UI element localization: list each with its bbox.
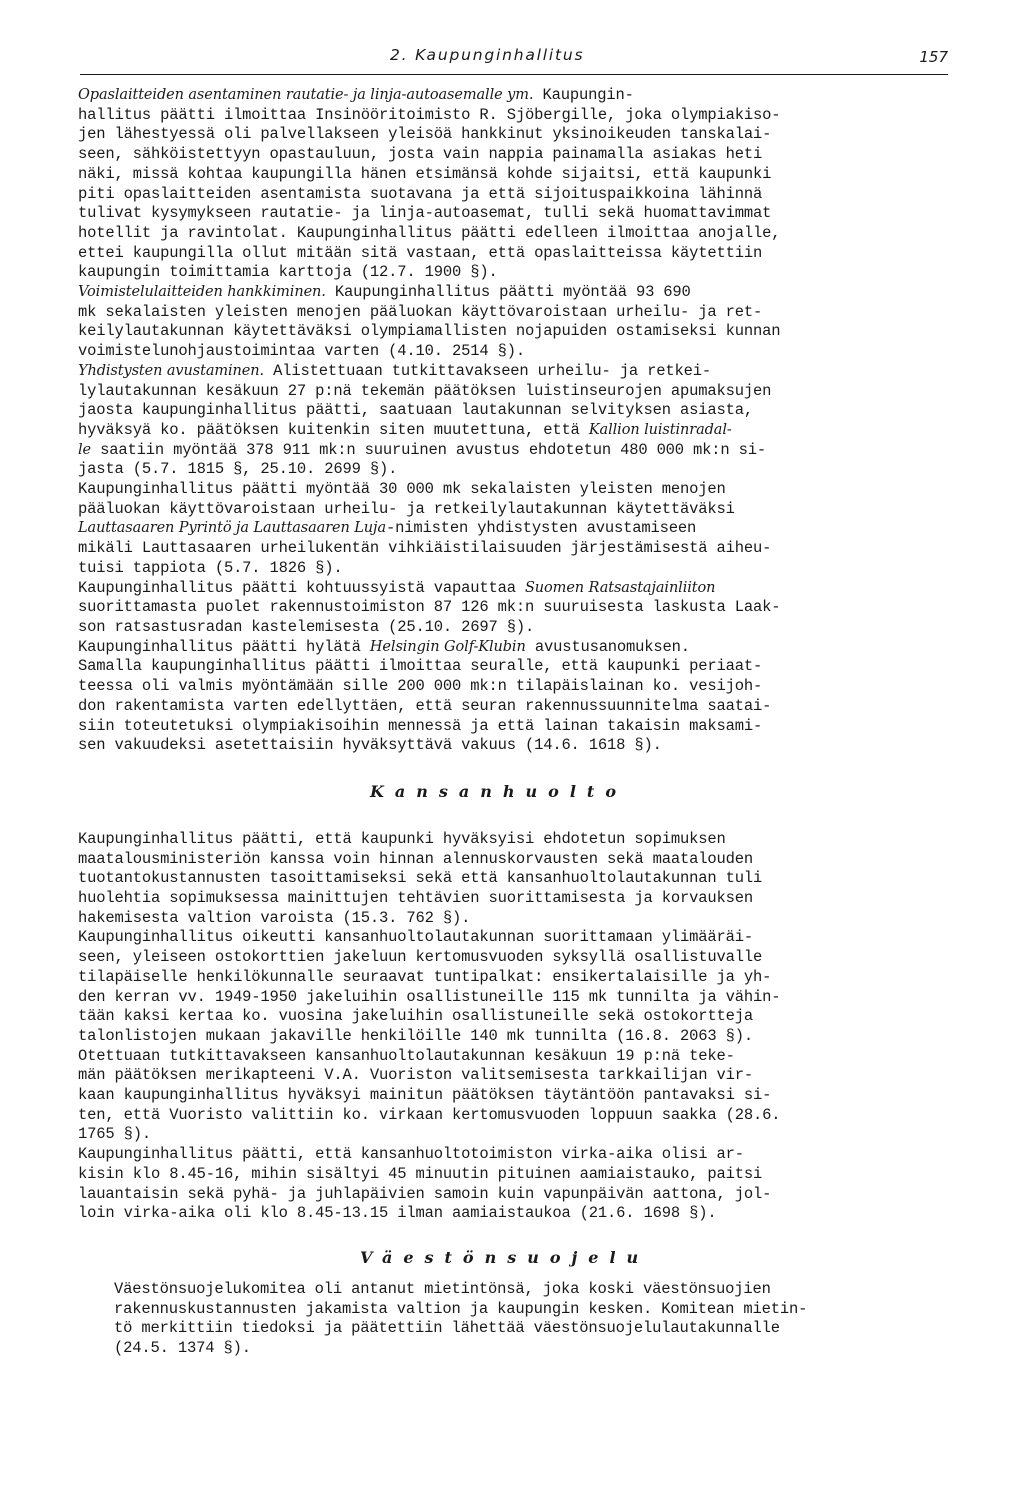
text-run: jaosta kaupunginhallitus päätti, saatuaan lautakunnan selvityksen asiasta, [78, 401, 753, 420]
text-line [78, 441, 958, 461]
paragraph-k1 [78, 830, 958, 929]
text-run: pääluokan käyttövaroistaan urheilu- ja retkeilylautakunnan käytettäväksi [78, 499, 735, 518]
text-run: tään kaksi kertaa ko. vuosina jakeluihin osallistuneille sekä ostokortteja [78, 1007, 753, 1026]
main-text-block [78, 86, 958, 756]
text-run: mikäli Lauttasaaren urheilukentän vihkiäistilaisuuden järjestämisestä aiheu- [78, 539, 772, 558]
paragraph-p1 [78, 86, 958, 283]
text-line [78, 928, 958, 948]
text-run: hallitus päätti ilmoittaa Insinööritoimisto R. Sjöbergille, joka olympiakiso- [78, 105, 781, 124]
text-line [78, 224, 958, 244]
text-line [78, 145, 958, 165]
italic-run: Opaslaitteiden asentaminen rautatie- ja linja-autoasemalle ym. [78, 87, 534, 103]
text-line [78, 342, 958, 362]
running-header [80, 32, 948, 75]
text-run: hyväksyä ko. päätöksen kuitenkin siten muutettuna, että [78, 420, 589, 439]
paragraph-p3 [78, 362, 958, 480]
paragraph-p5 [78, 579, 958, 638]
text-line [78, 889, 958, 909]
text-run: -nimisten yhdistysten avustamiseen [385, 519, 697, 538]
page-number: 157 [919, 48, 948, 66]
text-line [78, 460, 958, 480]
section-heading-vaestonsuojelu: Väestönsuojelu [360, 1247, 650, 1267]
text-line [78, 1086, 958, 1106]
text-line [78, 677, 958, 697]
italic-run: Voimistelulaitteiden hankkiminen. [78, 284, 326, 301]
vaestonsuojelu-text-block [114, 1280, 958, 1359]
text-line [78, 1204, 958, 1224]
text-run: teessa oli valmis myöntämään sille 200 000 mk:n tilapäislainan ko. vesijoh- [78, 677, 763, 696]
text-line [78, 322, 958, 342]
text-run: Väestönsuojelukomitea oli antanut mietintönsä, joka koski väestönsuojien [114, 1279, 771, 1298]
italic-run: le [78, 441, 92, 458]
italic-run: Lauttasaaren Pyrintö ja Lauttasaaren Luja [78, 520, 386, 537]
text-run: tilapäiselle henkilökunnalle seuraavat tuntipalkat: ensikertalaisille ja yh- [78, 967, 772, 986]
text-line [78, 598, 958, 618]
text-run: sen vakuudeksi asetettaisiin hyväksyttävä vakuus (14.6. 1618 §). [78, 736, 662, 755]
text-run: kaupungin toimittamia karttoja (12.7. 1900 §). [78, 263, 498, 282]
text-line [78, 1047, 958, 1067]
text-line [78, 401, 958, 421]
text-line [114, 1339, 958, 1359]
text-line [78, 244, 958, 264]
italic-run: Helsingin Golf-Klubin [369, 638, 526, 655]
text-line [78, 1106, 958, 1126]
text-run: Kaupunginhallitus päätti myöntää 93 690 [325, 283, 691, 302]
text-line [78, 1007, 958, 1027]
text-line [78, 1185, 958, 1205]
text-run: Otettuaan tutkittavakseen kansanhuoltolautakunnan kesäkuun 19 p:nä teke- [78, 1046, 735, 1065]
text-line [78, 1165, 958, 1185]
text-line [78, 948, 958, 968]
text-run: Kaupunginhallitus päätti, että kansanhuoltotoimiston virka-aika olisi ar- [78, 1145, 744, 1164]
text-run: kisin klo 8.45-16, mihin sisältyi 45 minuutin pituinen aamiaistauko, paitsi [78, 1164, 763, 1183]
paragraph-k3 [78, 1047, 958, 1146]
text-run: näki, missä kohtaa kaupungilla hänen etsimänsä kohde sijaitsi, että kaupunki [78, 164, 772, 183]
paragraph-p2 [78, 283, 958, 362]
text-line [78, 618, 958, 638]
text-line [78, 579, 958, 599]
kansanhuolto-text-block [78, 830, 958, 1224]
text-run: seen, yleiseen ostokorttien jakeluun kertomusvuoden syksyllä osallistuvalle [78, 948, 763, 967]
page-body [78, 86, 958, 1359]
text-line [78, 263, 958, 283]
text-line [78, 638, 958, 658]
text-line [78, 697, 958, 717]
text-run: tulivat kysymykseen rautatie- ja linja-autoasemat, tulli sekä huomattavimmat [78, 204, 772, 223]
text-run: Kaupunginhallitus päätti kohtuussyistä vapauttaa [78, 578, 525, 597]
text-line [78, 519, 958, 539]
text-line [78, 500, 958, 520]
text-run: ten, että Vuoristo valittiin ko. virkaan kertomusvuoden loppuun saakka (28.6. [78, 1105, 781, 1124]
text-line [78, 830, 958, 850]
paragraph-k4 [78, 1145, 958, 1224]
text-line [78, 1027, 958, 1047]
text-line [114, 1280, 958, 1300]
text-run: hakemisesta valtion varoista (15.3. 762 §). [78, 908, 471, 927]
text-run: voimistelunohjaustoimintaa varten (4.10. 2514 §). [78, 342, 525, 361]
text-line [78, 736, 958, 756]
text-line [78, 204, 958, 224]
text-run: kaan kaupunginhallitus hyväksyi mainitun päätöksen täytäntöön pantavaksi si- [78, 1086, 772, 1105]
text-line [78, 283, 958, 303]
text-line [78, 165, 958, 185]
text-run: huolehtia sopimuksessa mainittujen tehtävien suorittamisesta ja korvauksen [78, 889, 753, 908]
text-line [78, 657, 958, 677]
text-line [78, 1145, 958, 1165]
text-run: son ratsastusradan kastelemisesta (25.10. 2697 §). [78, 617, 535, 636]
text-run: Kaupungin- [533, 86, 634, 104]
text-run: (24.5. 1374 §). [114, 1339, 251, 1358]
text-line [78, 1066, 958, 1086]
text-run: jasta (5.7. 1815 §, 25.10. 2699 §). [78, 460, 398, 479]
text-line [78, 869, 958, 889]
text-run: hotellit ja ravintolat. Kaupunginhallitus päätti edelleen ilmoittaa anojalle, [78, 223, 781, 242]
text-run: jen lähestyessä oli palvellakseen yleisöä hankkinut yksinoikeuden tanskalai- [78, 125, 772, 144]
text-run: keilylautakunnan käytettäväksi olympiamallisten nojapuiden ostamiseksi kunnan [78, 322, 781, 341]
paragraph-k2 [78, 928, 958, 1046]
paragraph-p6 [78, 638, 958, 756]
text-line [78, 559, 958, 579]
text-run: piti opaslaitteiden asentamista suotavana ja että sijoituspaikkoina lähinnä [78, 184, 763, 203]
text-run: tuisi tappiota (5.7. 1826 §). [78, 558, 343, 577]
text-line [78, 86, 958, 106]
text-line [114, 1300, 958, 1320]
text-line [78, 909, 958, 929]
text-run: avustusanomuksen. [525, 637, 690, 656]
text-run: Samalla kaupunginhallitus päätti ilmoittaa seuralle, että kaupunki periaat- [78, 657, 763, 676]
text-line [78, 968, 958, 988]
text-run: Alistettuaan tutkittavakseen urheilu- ja retkei- [264, 361, 711, 380]
text-line [78, 717, 958, 737]
italic-run: Yhdistysten avustaminen. [78, 362, 265, 379]
text-run: ettei kaupungilla ollut mitään sitä vastaan, että opaslaitteissa käytettiin [78, 243, 763, 262]
paragraph-v1 [114, 1280, 958, 1359]
italic-run: Suomen Ratsastajainliiton [524, 579, 716, 596]
text-line [78, 421, 958, 441]
text-line [78, 303, 958, 323]
text-run: Kaupunginhallitus oikeutti kansanhuoltolautakunnan suorittamaan ylimääräi- [78, 928, 753, 947]
text-run: suorittamasta puolet rakennustoimiston 87 126 mk:n suuruisesta laskusta Laak- [78, 598, 781, 617]
text-run: tuotantokustannusten tasoittamiseksi sekä että kansanhuoltolautakunnan tuli [78, 869, 763, 888]
text-line [114, 1319, 958, 1339]
text-run: tö merkittiin tiedoksi ja päätettiin lähettää väestönsuojelulautakunnalle [114, 1319, 780, 1338]
text-run: talonlistojen mukaan jakaville henkilöille 140 mk tunnilta (16.8. 2063 §). [78, 1026, 753, 1045]
section-heading-kansanhuolto: Kansanhuolto [370, 781, 627, 801]
paragraph-p4 [78, 480, 958, 579]
text-run: siin toteutetuksi olympiakisoihin mennessä ja että lainan takaisin maksami- [78, 716, 763, 735]
text-run: rakennuskustannusten jakamista valtion ja kaupungin kesken. Komitean mietin- [114, 1299, 808, 1318]
text-line [78, 988, 958, 1008]
text-run: saatiin myöntää 378 911 mk:n suuruinen avustus ehdotetun 480 000 mk:n si- [91, 440, 767, 459]
italic-run: Kallion luistinradal- [588, 421, 732, 438]
text-line [78, 362, 958, 382]
text-line [78, 382, 958, 402]
text-run: mk sekalaisten yleisten menojen pääluokan käyttövaroistaan urheilu- ja ret- [78, 302, 763, 321]
text-run: Kaupunginhallitus päätti hylätä [78, 637, 370, 656]
text-run: Kaupunginhallitus päätti myöntää 30 000 mk sekalaisten yleisten menojen [78, 480, 726, 499]
text-run: lauantaisin sekä pyhä- ja juhlapäivien samoin kuin vapunpäivän aattona, jol- [78, 1184, 772, 1203]
text-run: Kaupunginhallitus päätti, että kaupunki hyväksyisi ehdotetun sopimuksen [78, 829, 726, 848]
chapter-title: 2. Kaupunginhallitus [390, 46, 585, 64]
text-run: seen, sähköistettyyn opastauluun, josta vain nappia painamalla asiakas heti [78, 145, 763, 164]
text-run: 1765 §). [78, 1125, 151, 1144]
text-line [78, 106, 958, 126]
text-line [78, 185, 958, 205]
text-line [78, 539, 958, 559]
text-run: lylautakunnan kesäkuun 27 p:nä tekemän päätöksen luistinseurojen apumaksujen [78, 381, 772, 400]
text-line [78, 850, 958, 870]
text-line [78, 1125, 958, 1145]
text-line [78, 480, 958, 500]
text-run: män päätöksen merikapteeni V.A. Vuoriston valitsemisesta tarkkailijan vir- [78, 1066, 753, 1085]
text-run: maatalousministeriön kanssa voin hinnan alennuskorvausten sekä maatalouden [78, 849, 753, 868]
text-run: don rakentamista varten edellyttäen, että seuran rakennussuunnitelma saatai- [78, 696, 772, 715]
text-run: loin virka-aika oli klo 8.45-13.15 ilman aamiaistaukoa (21.6. 1698 §). [78, 1204, 717, 1223]
text-run: den kerran vv. 1949-1950 jakeluihin osallistuneille 115 mk tunnilta ja vähin- [78, 987, 781, 1006]
text-line [78, 125, 958, 145]
